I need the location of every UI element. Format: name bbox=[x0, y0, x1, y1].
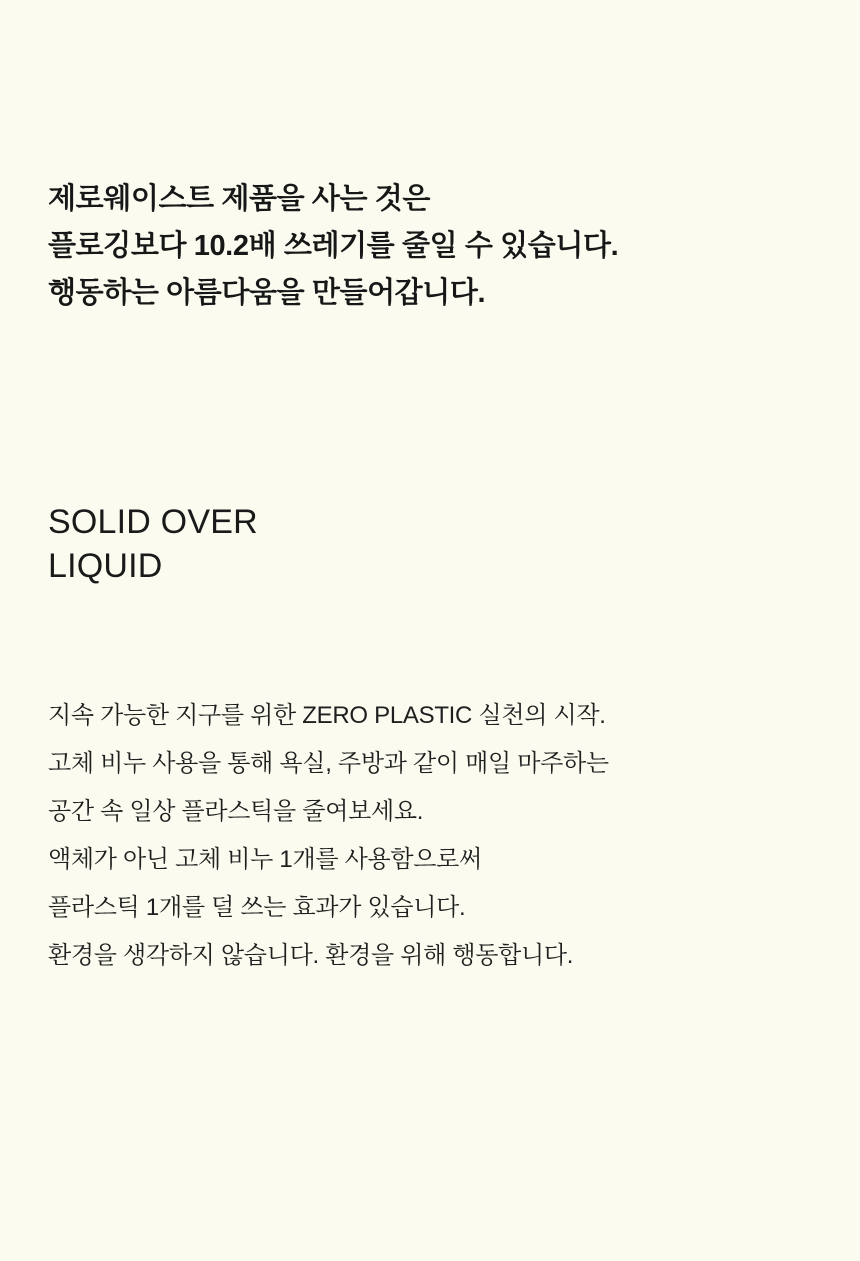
headline-line-1: SOLID OVER bbox=[48, 503, 258, 541]
headline-block bbox=[48, 500, 812, 588]
intro-block bbox=[48, 176, 812, 317]
body-copy-block bbox=[48, 692, 812, 980]
body-line-3: 공간 속 일상 플라스틱을 줄여보세요. bbox=[48, 798, 424, 825]
body-line-4: 액체가 아닌 고체 비누 1개를 사용함으로써 bbox=[48, 846, 482, 873]
intro-line-2: 플로깅보다 10.2배 쓰레기를 줄일 수 있습니다. bbox=[48, 230, 619, 262]
body-line-1: 지속 가능한 지구를 위한 ZERO PLASTIC 실천의 시작. bbox=[48, 702, 606, 729]
headline-line-2: LIQUID bbox=[48, 547, 163, 585]
intro-line-3: 행동하는 아름다움을 만들어갑니다. bbox=[48, 277, 486, 309]
body-line-5: 플라스틱 1개를 덜 쓰는 효과가 있습니다. bbox=[48, 894, 466, 921]
intro-line-1: 제로웨이스트 제품을 사는 것은 bbox=[48, 183, 430, 215]
body-line-2: 고체 비누 사용을 통해 욕실, 주방과 같이 매일 마주하는 bbox=[48, 750, 609, 777]
body-line-6: 환경을 생각하지 않습니다. 환경을 위해 행동합니다. bbox=[48, 942, 574, 969]
